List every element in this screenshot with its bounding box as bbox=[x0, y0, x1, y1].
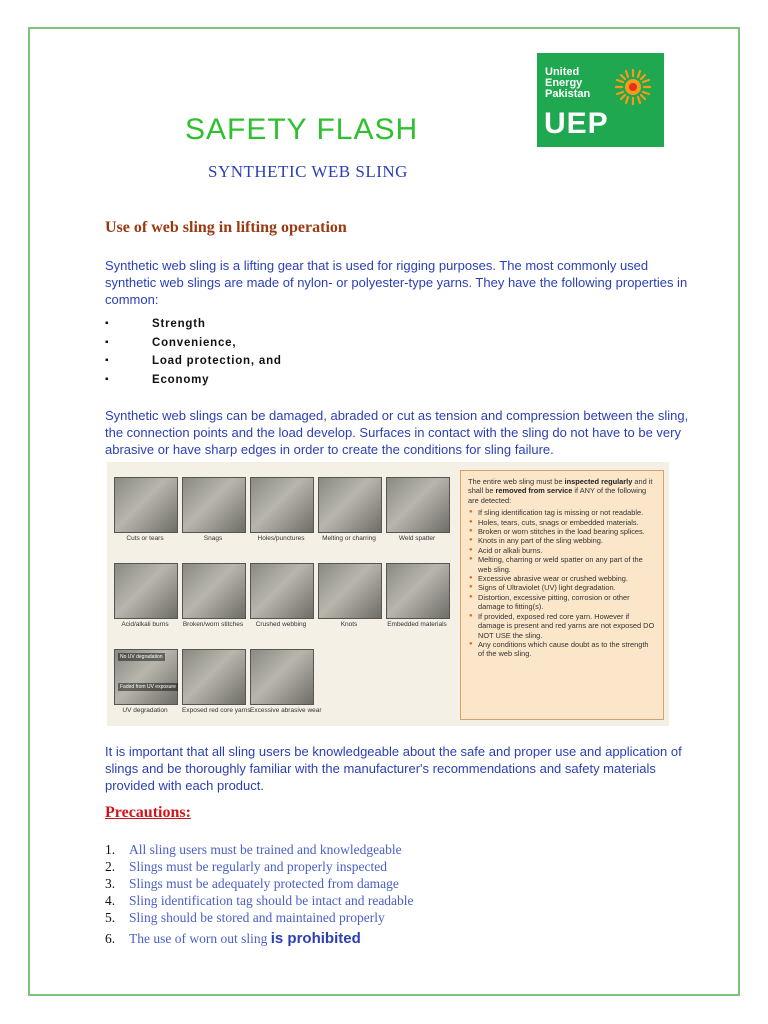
knowledge-paragraph: It is important that all sling users be knowledgeable about the safe and proper use and application of slings and be thoroughly familiar with the manufacturer's recommendations and safety materials provided with each product. bbox=[105, 744, 682, 793]
list-item: ● Melting, charring or weld spatter on any part of the web sling. bbox=[468, 555, 656, 574]
damage-photo: Excessive abrasive wear bbox=[250, 649, 312, 713]
list-item: ● Distortion, excessive pitting, corrosion or other damage to fitting(s). bbox=[468, 593, 656, 612]
list-item: ● Any conditions which cause doubt as to the strength of the web sling. bbox=[468, 640, 656, 659]
list-item: ● Signs of Ultraviolet (UV) light degradation. bbox=[468, 583, 656, 592]
page-subtitle: SYNTHETIC WEB SLING bbox=[208, 162, 408, 181]
damage-photo: Crushed webbing bbox=[250, 563, 312, 627]
uv-label: Faded from UV exposure bbox=[120, 684, 176, 690]
inspection-criteria-panel bbox=[460, 470, 664, 720]
list-item: 1. All sling users must be trained and knowledgeable bbox=[105, 842, 402, 857]
damage-photo: Broken/worn stitches bbox=[182, 563, 244, 627]
damage-photo: Snags bbox=[182, 477, 244, 541]
panel-intro: The entire web sling must be inspected regularly and it shall be removed from service if ANY of the following are detected: bbox=[468, 477, 653, 505]
list-item: ● Knots in any part of the sling webbing. bbox=[468, 536, 656, 545]
damage-photo: Exposed red core yarns bbox=[182, 649, 244, 713]
list-item: ▪ Load protection, and bbox=[105, 355, 282, 374]
intro-paragraph: Synthetic web sling is a lifting gear that is used for rigging purposes. The most commonly used synthetic web slings are made of nylon- or polyester-type yarns. They have the following properties in common: bbox=[105, 258, 688, 307]
damage-photo: No UV degradation Faded from UV exposure UV degradation bbox=[114, 649, 176, 713]
damage-photo: Weld spatter bbox=[386, 477, 448, 541]
list-item: 4. Sling identification tag should be intact and readable bbox=[105, 893, 414, 908]
damage-photo: Embedded materials bbox=[386, 563, 448, 627]
properties-list bbox=[105, 318, 282, 392]
damage-photo: Knots bbox=[318, 563, 380, 627]
list-item: ● If provided, exposed red core yarn. However if damage is present and red yarns are not exposed DO NOT USE the sling. bbox=[468, 612, 656, 640]
list-item: ▪ Convenience, bbox=[105, 337, 282, 356]
company-logo bbox=[537, 53, 664, 147]
prohibited-emphasis: is prohibited bbox=[270, 930, 361, 947]
uv-label: No UV degradation bbox=[120, 654, 163, 660]
precautions-heading: Precautions: bbox=[105, 804, 191, 821]
list-item: ▪ Strength bbox=[105, 318, 282, 337]
damage-photo: Melting or charring bbox=[318, 477, 380, 541]
list-item: ● Holes, tears, cuts, snags or embedded materials. bbox=[468, 518, 656, 527]
damage-paragraph: Synthetic web slings can be damaged, abraded or cut as tension and compression between the sling, the connection points and the load develop. Surfaces in contact with the sling do not have to be very abrasive or have sharp edges in order to create the conditions for sling failure. bbox=[105, 408, 689, 457]
section-heading: Use of web sling in lifting operation bbox=[105, 219, 347, 236]
list-item: ▪ Economy bbox=[105, 374, 282, 393]
list-item: 3. Slings must be adequately protected from damage bbox=[105, 876, 399, 891]
page-title: SAFETY FLASH bbox=[185, 113, 419, 146]
list-item: ● Broken or worn stitches in the load bearing splices. bbox=[468, 527, 656, 536]
list-item: 2. Slings must be regularly and properly inspected bbox=[105, 859, 387, 874]
precautions-list bbox=[105, 842, 414, 947]
criteria-list bbox=[468, 508, 656, 659]
list-item: ● Acid or alkali burns. bbox=[468, 546, 656, 555]
logo-abbreviation: UEP bbox=[544, 107, 609, 140]
damage-photo: Cuts or tears bbox=[114, 477, 176, 541]
logo-text: United Energy Pakistan bbox=[545, 66, 591, 100]
sun-icon bbox=[615, 69, 651, 105]
list-item: ● If sling identification tag is missing or not readable. bbox=[468, 508, 656, 517]
list-item: 6. The use of worn out sling is prohibited bbox=[105, 930, 361, 947]
list-item: 5. Sling should be stored and maintained properly bbox=[105, 910, 385, 925]
damage-photo: Acid/alkali burns bbox=[114, 563, 176, 627]
damage-photo: Holes/punctures bbox=[250, 477, 312, 541]
inspection-figure bbox=[107, 462, 669, 726]
list-item: ● Excessive abrasive wear or crushed webbing. bbox=[468, 574, 656, 583]
